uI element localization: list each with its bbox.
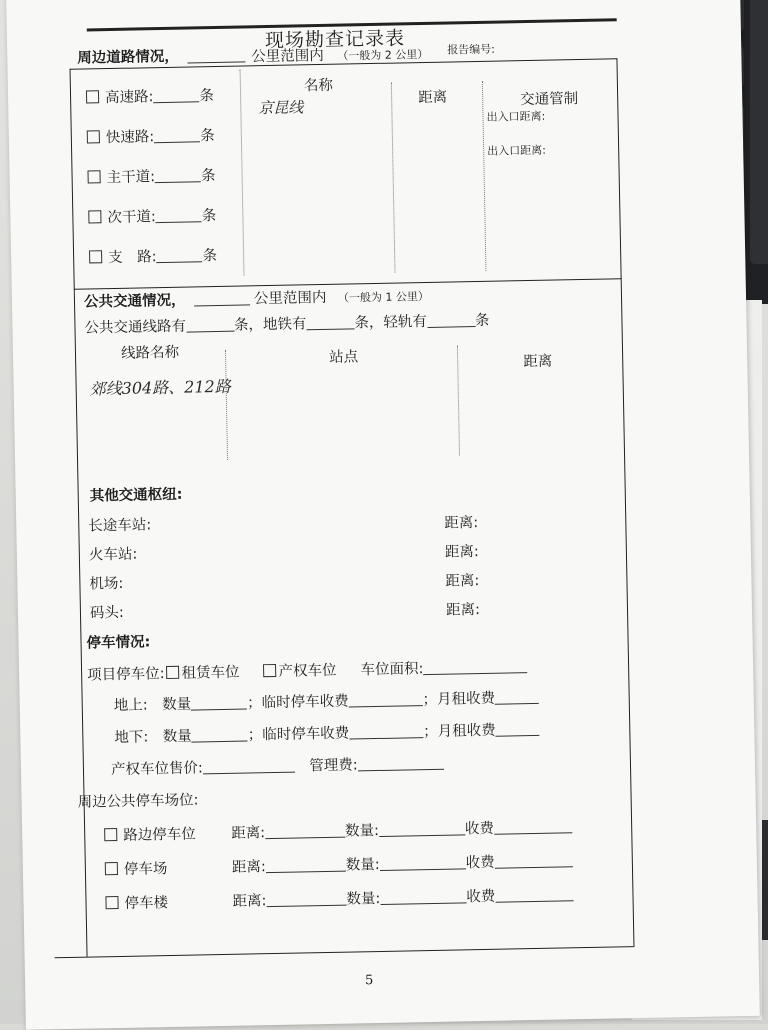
subway-blank <box>306 314 354 330</box>
under-qty-blank <box>192 726 248 742</box>
above-temp-blank <box>348 691 422 707</box>
parking-header: 停车情况: <box>86 634 151 652</box>
roads-header-note: （一般为 2 公里） <box>337 47 429 63</box>
qty-blank <box>380 888 466 905</box>
hub-label: 火车站: <box>88 546 138 564</box>
road-type-label: 次干道: <box>107 209 156 227</box>
checkbox[interactable] <box>87 130 100 143</box>
form-title: 现场勘查记录表 <box>264 27 406 53</box>
bus-lines-blank <box>186 317 234 333</box>
frame-bottom <box>55 946 635 958</box>
handwritten-road-name: 京昆线 <box>258 98 304 118</box>
public-parking-distance: 距离: <box>231 825 266 842</box>
road-type-label: 主干道: <box>106 169 156 187</box>
road-type-row <box>87 164 215 187</box>
transit-col-distance: 距离 <box>523 353 553 371</box>
transit-lines-row <box>84 309 489 338</box>
public-parking-fee: 收费 <box>464 820 495 838</box>
under-label: 地下: <box>114 729 149 747</box>
fee-blank <box>494 818 572 834</box>
edge-keys <box>750 0 768 264</box>
road-col-divider <box>391 83 396 273</box>
above-qty: 数量 <box>161 696 192 714</box>
hub-distance: 距离: <box>445 602 481 619</box>
public-parking-distance: 距离: <box>232 893 267 910</box>
parking-under-row <box>114 718 540 747</box>
transit-header-prefix: 公共交通情况， <box>83 292 186 311</box>
distance-blank <box>265 823 345 840</box>
transit-col-divider <box>457 345 460 455</box>
above-month-blank <box>495 689 539 705</box>
under-month-fee: ；月租收费 <box>423 722 496 741</box>
under-temp-blank <box>349 723 423 739</box>
roads-header-prefix: 周边道路情况， <box>77 48 179 67</box>
road-unit: 条 <box>202 247 218 265</box>
road-type-row <box>89 244 217 267</box>
rent-option: 租赁车位 <box>181 664 240 682</box>
frame-left <box>70 69 88 957</box>
under-temp-fee: ；临时停车收费 <box>247 725 350 744</box>
public-parking-row <box>105 849 573 879</box>
roads-radius-blank <box>187 47 245 63</box>
parking-project-row <box>87 655 528 684</box>
public-parking-label: 停车楼 <box>124 895 169 912</box>
owned-option: 产权车位 <box>278 662 337 680</box>
public-parking-row <box>105 883 573 913</box>
owned-price-row <box>111 752 444 779</box>
road-type-row <box>86 84 214 107</box>
report-number-label: 报告编号: <box>447 42 496 57</box>
hub-distance: 距离: <box>444 544 479 561</box>
transit-header-note: （一般为 1 公里） <box>337 289 430 305</box>
public-parking-fee: 收费 <box>466 888 496 906</box>
road-col-traffic: 交通管制 <box>520 91 579 109</box>
road-col-divider <box>240 70 245 276</box>
hubs-header: 其他交通枢纽: <box>89 486 183 505</box>
checkbox[interactable] <box>105 896 118 909</box>
checkbox[interactable] <box>88 210 101 223</box>
road-unit: 条 <box>199 88 215 105</box>
area-blank <box>423 658 527 675</box>
transit-lines-text: 公共交通线路有 <box>84 318 187 337</box>
handwritten-transit-lines: 郊线304路、212路 <box>89 376 231 399</box>
exit-distance-1: 出入口距离: <box>486 109 546 124</box>
hub-label: 码头: <box>89 604 125 622</box>
road-unit: 条 <box>201 208 217 225</box>
public-parking-fee: 收费 <box>465 854 495 872</box>
transit-lightrail-text: 条，轻轨有 <box>354 313 428 332</box>
public-parking-label: 停车场 <box>123 861 168 878</box>
form-sheet <box>6 0 760 1030</box>
roads-header-suffix: 公里范围内 <box>251 47 324 66</box>
qty-blank <box>379 820 465 837</box>
frame-right <box>616 58 634 946</box>
owned-checkbox[interactable] <box>263 664 276 677</box>
hub-distance: 距离: <box>444 515 479 532</box>
section-divider <box>74 278 622 290</box>
checkbox[interactable] <box>87 170 100 183</box>
public-parking-qty: 数量: <box>345 856 380 874</box>
road-type-row <box>87 124 215 147</box>
fee-blank <box>495 886 573 902</box>
rent-checkbox[interactable] <box>166 666 179 679</box>
road-type-label: 高速路: <box>104 89 154 107</box>
checkbox[interactable] <box>104 828 117 841</box>
road-count-blank <box>154 127 200 143</box>
transit-subway-text: 条，地铁有 <box>233 316 307 334</box>
transit-col-line-name: 线路名称 <box>120 344 180 362</box>
parking-above-row <box>114 686 540 715</box>
area-label: 车位面积: <box>360 661 424 679</box>
road-unit: 条 <box>200 128 215 145</box>
above-temp-fee: ；临时停车收费 <box>246 693 349 712</box>
public-parking-row <box>104 815 572 845</box>
transit-radius-blank <box>194 290 250 306</box>
above-month-fee: ；月租收费 <box>422 690 496 709</box>
fee-blank <box>494 852 572 868</box>
transit-header-suffix: 公里范围内 <box>253 289 327 308</box>
distance-blank <box>266 891 346 908</box>
road-type-label: 快速路: <box>105 129 155 147</box>
hub-label: 机场: <box>89 575 124 593</box>
transit-unit: 条 <box>474 312 490 330</box>
road-type-row <box>88 204 216 227</box>
public-parking-header: 周边公共停车场位: <box>77 792 199 811</box>
road-count-blank <box>156 247 202 263</box>
road-col-distance: 距离 <box>417 89 448 107</box>
owned-price-label: 产权车位售价: <box>110 760 204 779</box>
above-qty-blank <box>191 695 247 711</box>
road-col-name: 名称 <box>303 77 334 95</box>
transit-col-station: 站点 <box>328 349 359 366</box>
owned-price-blank <box>203 758 295 775</box>
road-count-blank <box>156 207 202 223</box>
public-parking-label: 路边停车位 <box>123 826 196 844</box>
public-parking-qty: 数量: <box>344 822 380 840</box>
parking-project-label: 项目停车位: <box>87 666 165 684</box>
road-type-label: 支 路: <box>108 249 157 267</box>
under-qty: 数量 <box>162 728 192 746</box>
exit-distance-2: 出入口距离: <box>487 143 547 158</box>
under-month-blank <box>496 721 540 737</box>
checkbox[interactable] <box>86 90 99 103</box>
checkbox[interactable] <box>89 250 102 263</box>
management-fee-label: 管理费: <box>309 757 358 775</box>
lightrail-blank <box>427 312 475 328</box>
page-number: 5 <box>364 973 374 989</box>
transit-col-divider <box>225 350 228 460</box>
public-parking-qty: 数量: <box>346 890 381 908</box>
public-parking-distance: 距离: <box>231 859 266 876</box>
management-fee-blank <box>358 755 444 772</box>
checkbox[interactable] <box>105 862 118 875</box>
road-count-blank <box>153 87 199 103</box>
road-count-blank <box>155 167 201 183</box>
distance-blank <box>266 857 346 874</box>
road-unit: 条 <box>200 168 216 185</box>
qty-blank <box>379 854 465 871</box>
hub-label: 长途车站: <box>88 517 152 535</box>
above-label: 地上: <box>113 697 148 715</box>
hub-distance: 距离: <box>445 573 480 590</box>
